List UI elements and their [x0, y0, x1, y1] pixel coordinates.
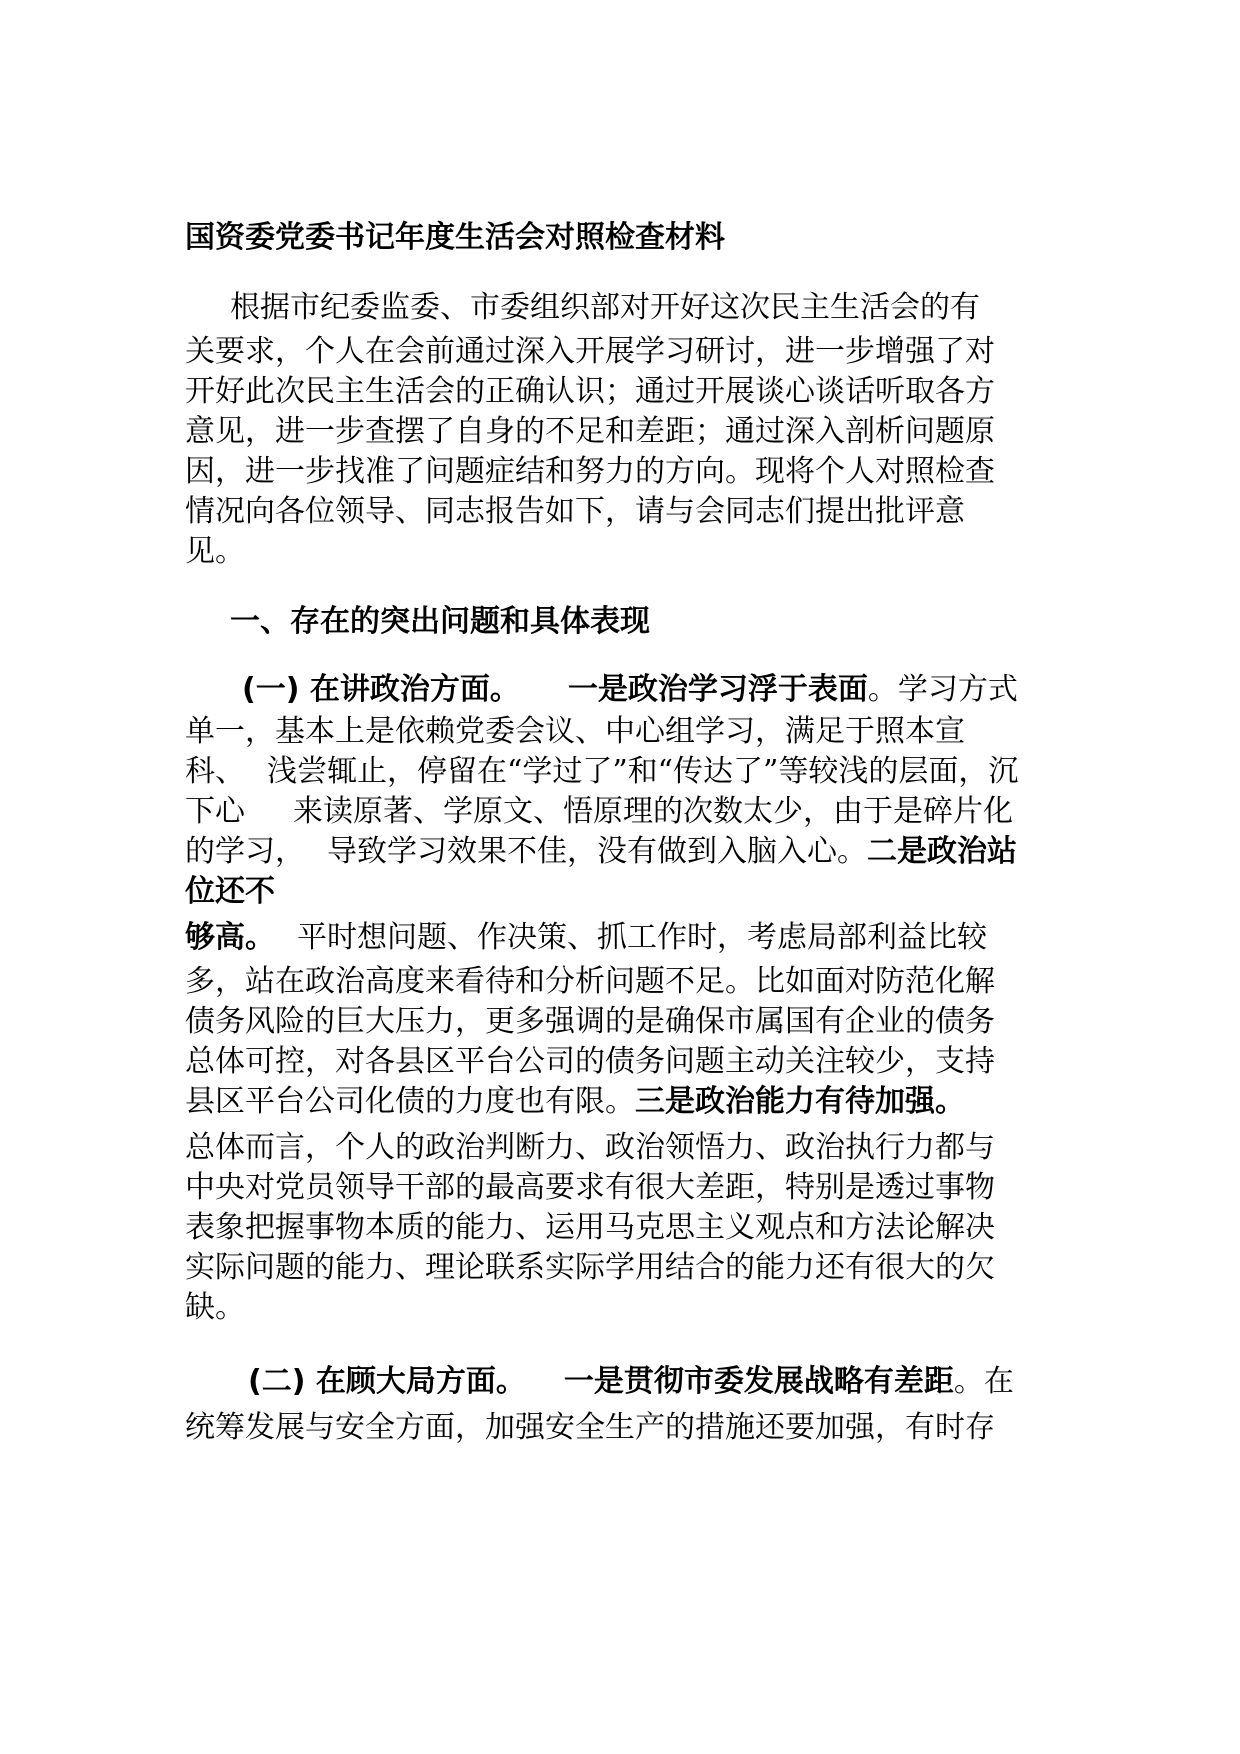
- sub1-line-7: [185, 918, 987, 958]
- sub1-point3-title: 三是政治能力有待加强。: [635, 1084, 965, 1119]
- sub1-point2-title-b: 位还不: [185, 874, 275, 909]
- intro-line-3: 开好此次民主生活会的正确认识；通过开展谈心谈话听取各方: [185, 374, 995, 409]
- sub1-point2-line-3: 债务风险的巨大压力，更多强调的是确保市属国有企业的债务: [185, 1004, 995, 1039]
- sub1-point2-title-a: 二是政治站: [867, 834, 1017, 869]
- sub1-point3-line-5: 缺。: [185, 1290, 245, 1325]
- sub1-line-5a: 的学习，: [185, 834, 305, 869]
- sub1-line-11: [185, 1082, 965, 1122]
- intro-line-6: 情况向各位领导、同志报告如下，请与会同志们提出批评意: [185, 494, 965, 529]
- sub1-point1-title: 一是政治学习浮于表面: [567, 672, 868, 707]
- intro-line-4: 意见，进一步查摆了自身的不足和差距；通过深入剖析问题原: [185, 414, 995, 449]
- sub1-line-5: [185, 832, 1017, 872]
- sub1-first-line: [242, 670, 1018, 710]
- sub1-line-4: [185, 792, 1013, 832]
- sub1-point2-line-4: 总体可控，对各县区平台公司的债务问题主动关注较少，支持: [185, 1044, 995, 1079]
- sub1-point3-line-2: 中央对党员领导干部的最高要求有很大差距，特别是透过事物: [185, 1170, 995, 1205]
- sub1-line-3a: 科、: [185, 754, 245, 789]
- sub1-line-5b: 导致学习效果不佳，没有做到入脑入心。: [327, 834, 867, 869]
- intro-line-7: 见。: [185, 534, 245, 569]
- sub1-point2-title-c: 够高。: [185, 920, 275, 955]
- sub1-point1-tail: 。学习方式: [867, 672, 1018, 707]
- sub1-point2-line-2: 多，站在政治高度来看待和分析问题不足。比如面对防范化解: [185, 964, 995, 999]
- sub1-line-2: 单一，基本上是依赖党委会议、中心组学习，满足于照本宣: [185, 714, 965, 749]
- sub2-label: (二) 在顾大局方面。: [248, 1364, 526, 1399]
- sub1-point3-line-3: 表象把握事物本质的能力、运用马克思主义观点和方法论解决: [185, 1210, 995, 1245]
- document-title: 国资委党委书记年度生活会对照检查材料: [185, 220, 725, 255]
- sub1-line-4b: 来读原著、学原文、悟原理的次数太少，由于是碎片化: [293, 794, 1013, 829]
- sub2-first-line: [248, 1362, 1014, 1402]
- intro-line-1: 根据市纪委监委、市委组织部对开好这次民主生活会的有: [230, 290, 980, 325]
- sub1-point2-line-1: 平时想问题、作决策、抓工作时，考虑局部利益比较: [297, 920, 987, 955]
- section-heading-1: 一、存在的突出问题和具体表现: [230, 604, 650, 639]
- sub2-point1-tail: 。在: [953, 1364, 1014, 1399]
- sub1-line-4a: 下心: [185, 794, 245, 829]
- sub1-line-3b: 浅尝辄止，停留在“学过了”和“传达了”等较浅的层面，沉: [267, 754, 1019, 789]
- sub1-label: (一) 在讲政治方面。: [242, 672, 520, 707]
- sub1-point3-line-4: 实际问题的能力、理论联系实际学用结合的能力还有很大的欠: [185, 1250, 995, 1285]
- sub2-point1-title: 一是贯彻市委发展战略有差距: [563, 1364, 954, 1399]
- sub1-point2-line-5: 县区平台公司化债的力度也有限。: [185, 1084, 635, 1119]
- sub1-point3-line-1: 总体而言，个人的政治判断力、政治领悟力、政治执行力都与: [185, 1130, 995, 1165]
- intro-line-5: 因，进一步找准了问题症结和努力的方向。现将个人对照检查: [185, 454, 995, 489]
- sub2-line-2: 统筹发展与安全方面，加强安全生产的措施还要加强，有时存: [185, 1410, 995, 1445]
- intro-line-2: 关要求，个人在会前通过深入开展学习研讨，进一步增强了对: [185, 334, 995, 369]
- sub1-line-3: [185, 752, 1018, 792]
